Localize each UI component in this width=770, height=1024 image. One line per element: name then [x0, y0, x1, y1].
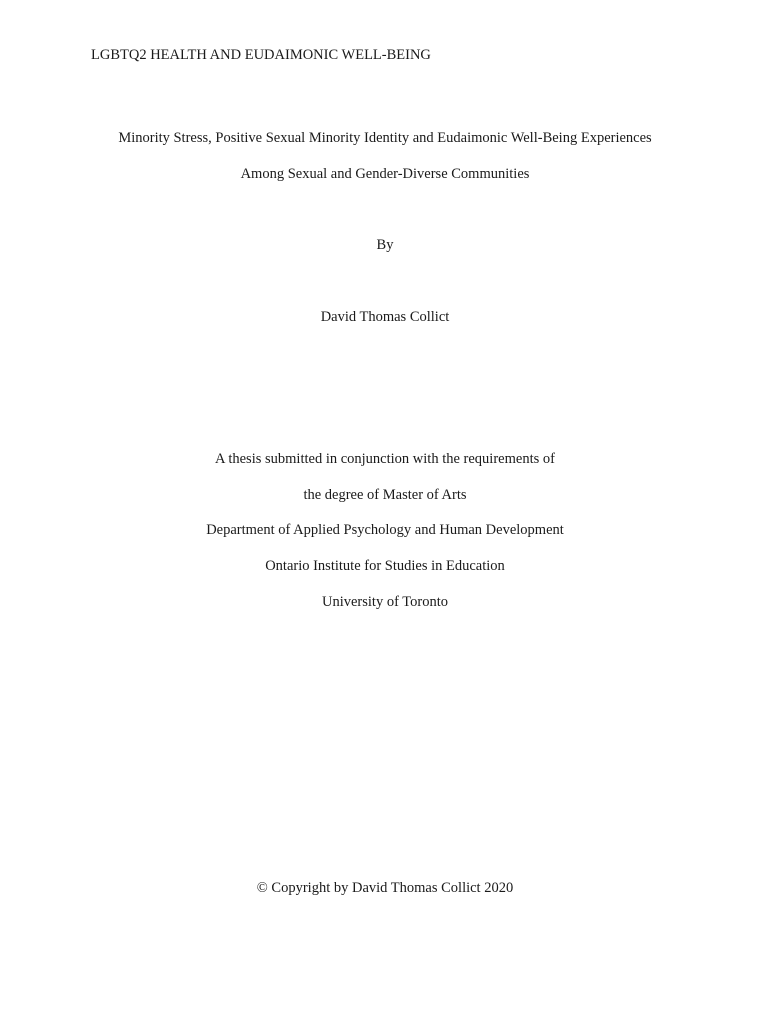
running-head: LGBTQ2 HEALTH AND EUDAIMONIC WELL-BEING: [91, 47, 431, 63]
by-line: By: [376, 237, 394, 253]
title-line-1: Minority Stress, Positive Sexual Minority Identity and Eudaimonic Well-Being Experiences: [118, 130, 652, 146]
author-name: David Thomas Collict: [320, 309, 450, 325]
department: Department of Applied Psychology and Human Development: [206, 522, 564, 538]
submission-line-1: A thesis submitted in conjunction with the requirements of: [215, 451, 555, 467]
submission-line-2: the degree of Master of Arts: [303, 487, 467, 503]
copyright-notice: © Copyright by David Thomas Collict 2020: [256, 880, 514, 896]
university: University of Toronto: [322, 594, 448, 610]
institute: Ontario Institute for Studies in Education: [265, 558, 505, 574]
title-line-2: Among Sexual and Gender-Diverse Communities: [240, 166, 530, 182]
